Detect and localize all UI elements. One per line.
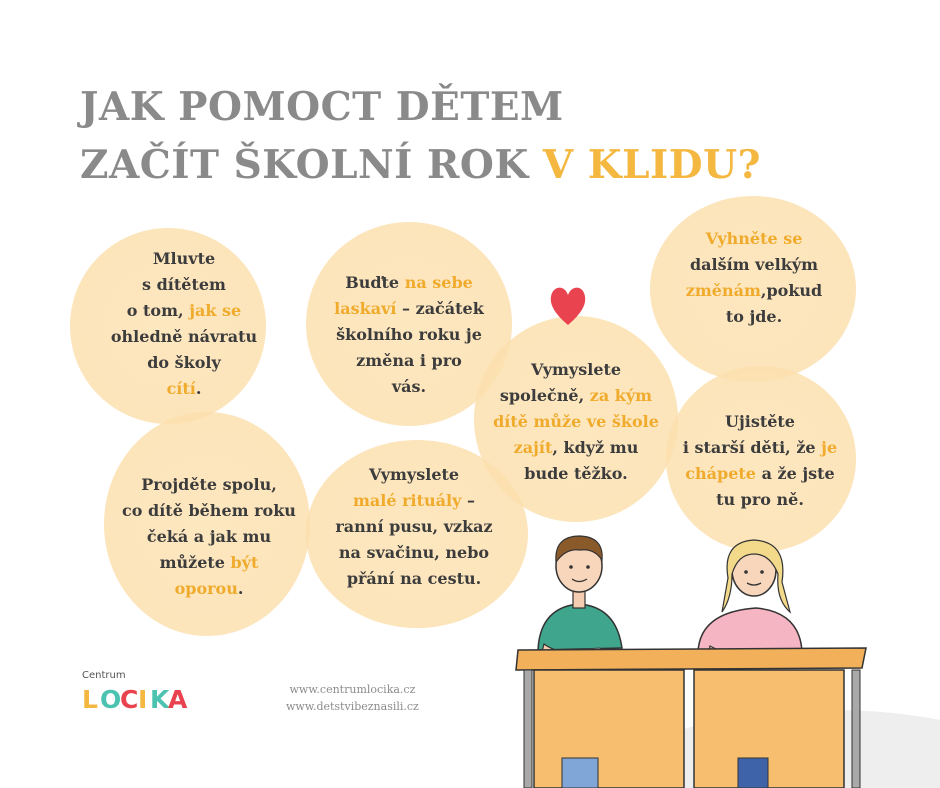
tip-text: do školy — [147, 353, 221, 372]
logo-letter: C — [120, 685, 139, 713]
tip-text: Buďte — [345, 273, 400, 292]
logo-letter: L — [82, 685, 98, 713]
logo-letter: I — [138, 685, 148, 713]
tip-text: ,pokud — [760, 281, 823, 300]
logo-letter: A — [168, 685, 188, 713]
tip-text: přání na cestu. — [346, 569, 482, 588]
tip-text: s dítětem — [142, 275, 226, 294]
tip-text: co dítě během roku — [122, 501, 296, 520]
tip-highlight: je — [821, 438, 838, 457]
title-line-1: JAK POMOCT DĚTEM — [80, 84, 564, 130]
locika-wordmark — [82, 683, 192, 713]
children-at-desk-illustration — [500, 520, 940, 788]
tip-avoid-changes — [658, 226, 850, 330]
tip-text: . — [237, 579, 244, 598]
tip-reassure — [666, 409, 854, 513]
tip-highlight: za kým — [589, 386, 653, 405]
tip-highlight: oporou — [174, 579, 238, 598]
tip-highlight: malé rituály — [353, 491, 462, 510]
tip-highlight: laskaví — [334, 299, 397, 318]
tip-text: tu pro ně. — [716, 490, 804, 509]
tip-talk — [90, 246, 278, 402]
tip-text: i starší děti, že — [682, 438, 816, 457]
tip-text: – — [466, 491, 475, 510]
tip-highlight: chápete — [685, 464, 756, 483]
tip-text: o tom, — [126, 301, 184, 320]
tip-text: na svačinu, nebo — [338, 543, 490, 562]
locika-logo — [82, 670, 192, 717]
tip-text: Vymyslete — [368, 465, 460, 484]
page-title — [80, 78, 761, 194]
tip-text: , když mu — [552, 438, 639, 457]
heart-icon — [548, 283, 588, 327]
tip-rituals — [316, 462, 512, 592]
tip-highlight: jak se — [189, 301, 242, 320]
tip-text: Ujistěte — [725, 412, 795, 431]
tip-text: to jde. — [725, 307, 783, 326]
logo-letter: O — [100, 685, 122, 713]
tip-text: bude těžko. — [524, 464, 628, 483]
tip-text: Projděte spolu, — [141, 475, 277, 494]
tip-text: ohledně návratu — [110, 327, 258, 346]
tip-highlight: dítě může ve škole — [493, 412, 659, 431]
tip-highlight: změnám — [685, 281, 761, 300]
tip-text: můžete — [159, 553, 225, 572]
tip-go-through — [112, 472, 306, 602]
title-accent: V KLIDU? — [542, 142, 761, 188]
boy-figure — [538, 536, 622, 662]
tip-text: čeká a jak mu — [146, 527, 272, 546]
tip-text: vás. — [391, 377, 427, 396]
tip-text: ranní pusu, vzkaz — [335, 517, 493, 536]
logo-letter: K — [150, 685, 170, 713]
tip-highlight: cítí — [166, 379, 196, 398]
tip-text: Mluvte — [152, 249, 216, 268]
urls — [286, 681, 419, 715]
tip-be-kind — [316, 270, 502, 400]
tip-text: společně, — [499, 386, 585, 405]
tip-text: Vymyslete — [530, 360, 622, 379]
tip-text: a že jste — [761, 464, 835, 483]
tip-text: dalším velkým — [689, 255, 819, 274]
tip-text: – začátek — [402, 299, 484, 318]
tip-highlight: Vyhněte se — [705, 229, 803, 248]
girl-figure — [698, 540, 802, 664]
title-line-2: ZAČÍT ŠKOLNÍ ROK — [80, 142, 529, 188]
tip-text: změna i pro — [356, 351, 462, 370]
tip-highlight: na sebe — [404, 273, 473, 292]
tip-highlight: zajít — [513, 438, 553, 457]
url-detstvi: www.detstvibeznasili.cz — [286, 700, 419, 713]
tip-highlight: být — [230, 553, 259, 572]
tip-text: školního roku je — [336, 325, 482, 344]
logo-caption: Centrum — [82, 670, 126, 681]
url-locika: www.centrumlocika.cz — [289, 683, 416, 696]
tip-text: . — [195, 379, 202, 398]
